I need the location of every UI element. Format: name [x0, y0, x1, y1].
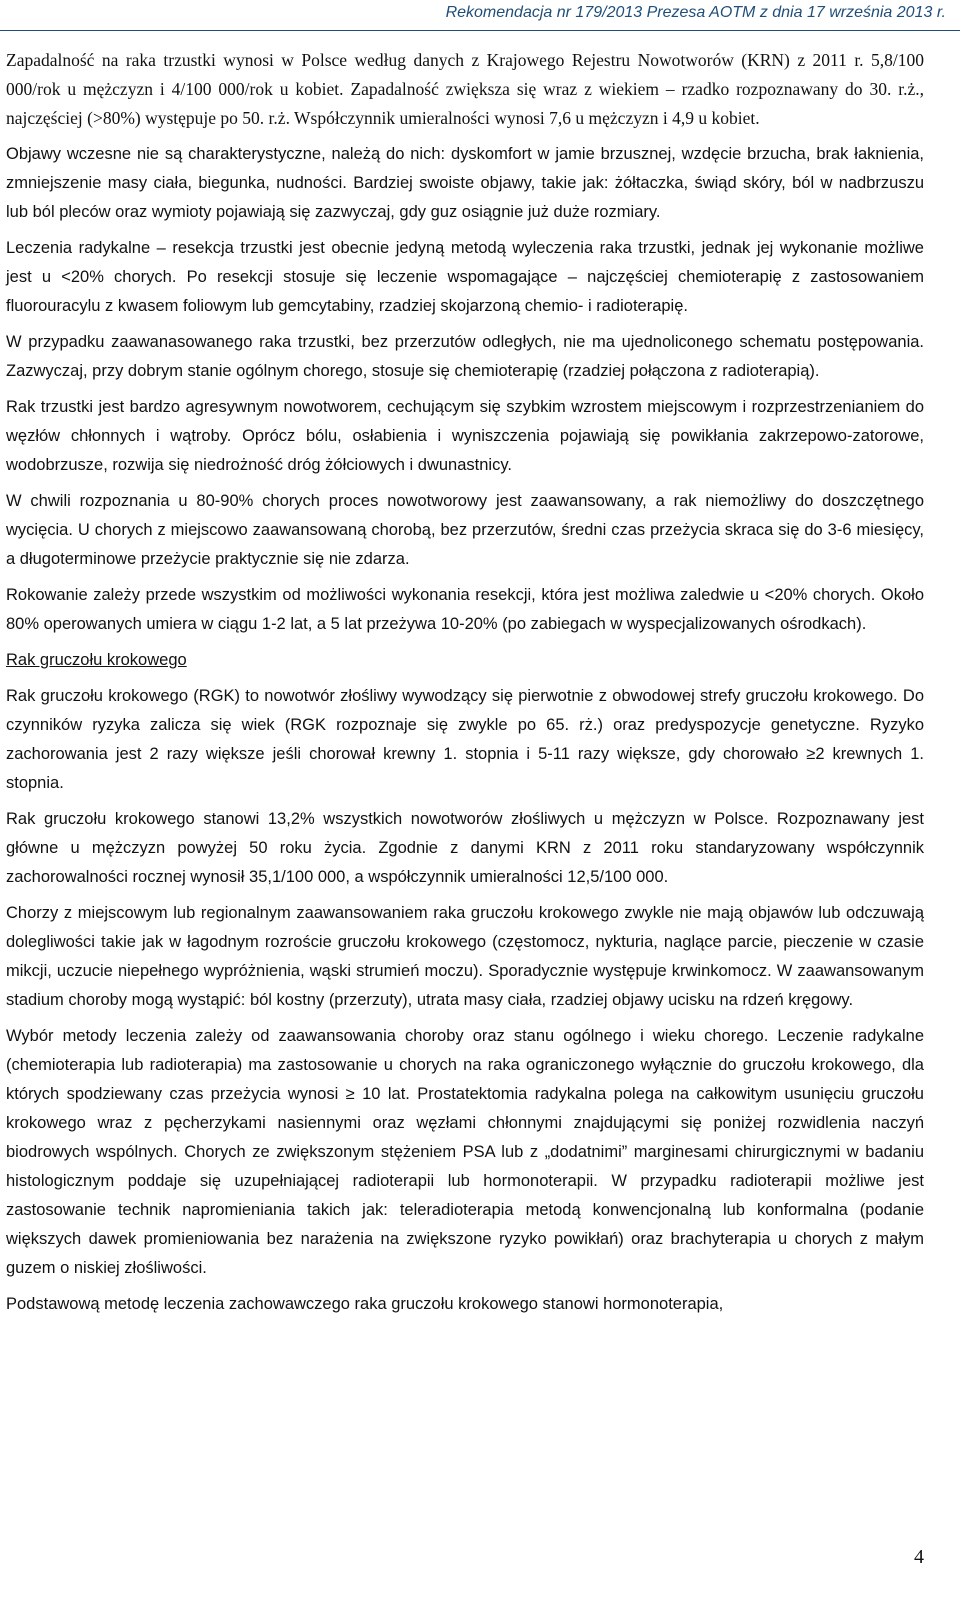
paragraph-symptoms: Objawy wczesne nie są charakterystyczne, należą do nich: dyskomfort w jamie brzusznej, wzdęcie brzucha, brak łaknienia, zmniejszenie masy ciała, biegunka, nudności. Bardziej swoiste objawy, takie jak: żółtaczka, świąd skóry, ból w nadbrzuszu lub ból pleców oraz wymioty pojawiają się zazwyczaj, gdy guz osiągnie już duże rozmiary.: [6, 145, 924, 221]
paragraph-aggressiveness: Rak trzustki jest bardzo agresywnym nowotworem, cechującym się szybkim wzrostem miejscowym i rozprzestrzenianiem do węzłów chłonnych i wątroby. Oprócz bólu, osłabienia i wyniszczenia pojawiają się powikłania zakrzepowo-zatorowe, wodobrzusze, rozwija się niedrożność dróg żółciowych i dwunastnicy.: [6, 398, 924, 474]
paragraph-rgk-epidemiology: Rak gruczołu krokowego stanowi 13,2% wszystkich nowotworów złośliwych u mężczyzn w Polsce. Rozpoznawany jest główne u mężczyzn powyżej 50 roku życia. Zgodnie z danymi KRN z 2011 roku standaryzowany współczynnik zachorowalności rocznej wynosił 35,1/100 000, a współczynnik umieralności 12,5/100 000.: [6, 810, 924, 886]
page-header: Rekomendacja nr 179/2013 Prezesa AOTM z dnia 17 września 2013 r.: [445, 4, 946, 21]
paragraph-radical-treatment: Leczenia radykalne – resekcja trzustki jest obecnie jedyną metodą wyleczenia raka trzustki, jednak jej wykonanie możliwe jest u <20% chorych. Po resekcji stosuje się leczenie wspomagające – najczęściej chemioterapię z zastosowaniem fluorouracylu z kwasem foliowym lub gemcytabiny, rzadziej skojarzoną chemio- i radioterapię.: [6, 239, 924, 315]
paragraph-prognosis: Rokowanie zależy przede wszystkim od możliwości wykonania resekcji, która jest możliwa zaledwie u <20% chorych. Około 80% operowanych umiera w ciągu 1-2 lat, a 5 lat przeżywa 10-20% (po zabiegach w wyspecjalizowanych ośrodkach).: [6, 586, 924, 633]
paragraph-rgk-definition: Rak gruczołu krokowego (RGK) to nowotwór złośliwy wywodzący się pierwotnie z obwodowej strefy gruczołu krokowego. Do czynników ryzyka zalicza się wiek (RGK rozpoznaje się zwykle po 65. rż.) oraz predyspozycje genetyczne. Ryzyko zachorowania jest 2 razy większe jeśli chorował krewny 1. stopnia i 5-11 razy większe, gdy chorowało ≥2 krewnych 1. stopnia.: [6, 687, 924, 792]
document-body: [6, 46, 924, 1326]
paragraph-rgk-symptoms: Chorzy z miejscowym lub regionalnym zaawansowaniem raka gruczołu krokowego zwykle nie mają objawów lub odczuwają dolegliwości takie jak w łagodnym rozroście gruczołu krokowego (częstomocz, nykturia, naglące parcie, pieczenie w czasie mikcji, uczucie niepełnego wypróżnienia, wąski strumień moczu). Sporadycznie występuje krwinkomocz. W zaawansowanym stadium choroby mogą wystąpić: ból kostny (przerzuty), utrata masy ciała, rzadziej objawy ucisku na rdzeń kręgowy.: [6, 904, 924, 1009]
paragraph-rgk-treatment: Wybór metody leczenia zależy od zaawansowania choroby oraz stanu ogólnego i wieku chorego. Leczenie radykalne (chemioterapia lub radioterapia) ma zastosowanie u chorych na raka ograniczonego wyłącznie do gruczołu krokowego, dla których spodziewany czas przeżycia wynosi ≥ 10 lat. Prostatektomia radykalna polega na całkowitym usunięciu gruczołu krokowego wraz z pęcherzykami nasiennymi oraz węzłami chłonnymi znajdującymi się poniżej rozwidlenia naczyń biodrowych wspólnych. Chorych ze zwiększonym stężeniem PSA lub z „dodatnimi” marginesami chirurgicznymi w badaniu histologicznym poddaje się uzupełniającej radioterapii lub hormonoterapii. W przypadku radioterapii możliwe jest zastosowanie technik napromieniania takich jak: teleradioterapia metodą konwencjonalną lub konformalna (podanie większych dawek promieniowania bez narażenia na zwiększone ryzyko powikłań) oraz brachyterapia u chorych z małym guzem o niskiej złośliwości.: [6, 1027, 924, 1277]
page-number: 4: [914, 1546, 924, 1568]
paragraph-incidence: Zapadalność na raka trzustki wynosi w Polsce według danych z Krajowego Rejestru Nowotworów (KRN) z 2011 r. 5,8/100 000/rok u mężczyzn i 4/100 000/rok u kobiet. Zapadalność zwiększa się wraz z wiekiem – rzadko rozpoznawany do 30. r.ż., najczęściej (>80%) występuje po 50. r.ż. Współczynnik umieralności wynosi 7,6 u mężczyzn i 4,9 u kobiet.: [6, 50, 924, 128]
section-heading: Rak gruczołu krokowego: [6, 651, 187, 669]
paragraph-advanced-treatment: W przypadku zaawanasowanego raka trzustki, bez przerzutów odległych, nie ma ujednoliconego schematu postępowania. Zazwyczaj, przy dobrym stanie ogólnym chorego, stosuje się chemioterapię (rzadziej połączona z radioterapią).: [6, 333, 924, 380]
paragraph-rgk-hormonotherapy: Podstawową metodę leczenia zachowawczego raka gruczołu krokowego stanowi hormonoterapia,: [6, 1295, 724, 1313]
paragraph-diagnosis: W chwili rozpoznania u 80-90% chorych proces nowotworowy jest zaawansowany, a rak niemożliwy do doszczętnego wycięcia. U chorych z miejscowo zaawansowaną chorobą, bez przerzutów, średni czas przeżycia skraca się do 3-6 miesięcy, a długoterminowe przeżycie praktycznie się nie zdarza.: [6, 492, 924, 568]
header-divider: [0, 30, 960, 31]
